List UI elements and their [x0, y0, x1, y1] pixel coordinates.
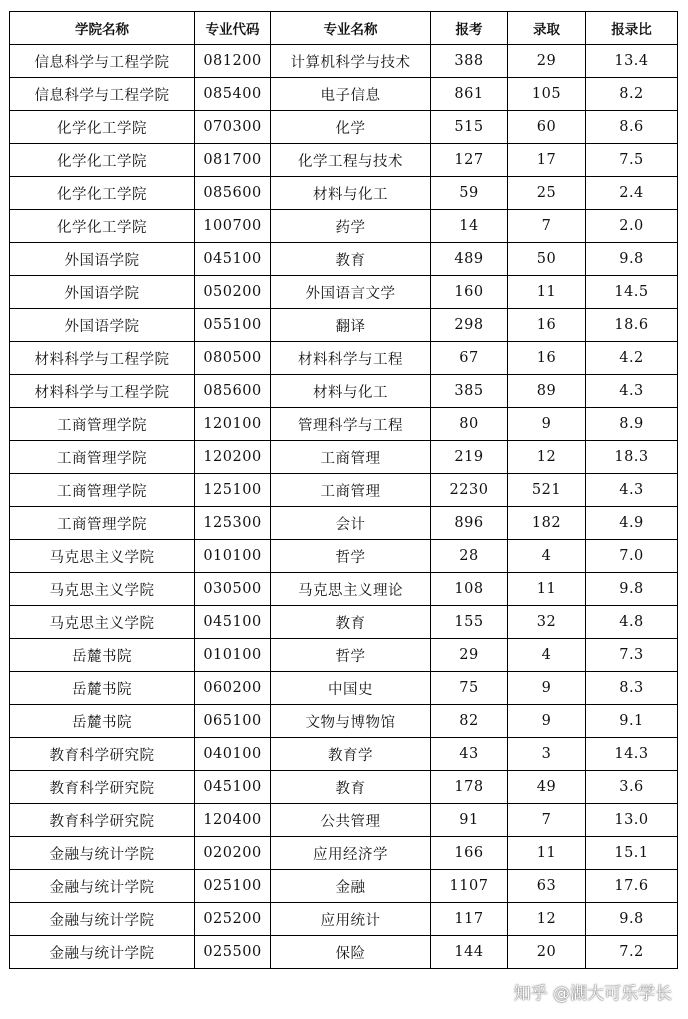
cell-college: 金融与统计学院 [10, 837, 195, 870]
cell-admitted: 7 [508, 210, 586, 243]
header-admitted: 录取 [508, 12, 586, 45]
header-applicants: 报考 [431, 12, 508, 45]
cell-ratio: 18.6 [586, 309, 678, 342]
cell-major-name: 化学 [271, 111, 431, 144]
cell-major-code: 060200 [195, 672, 271, 705]
cell-applicants: 144 [431, 936, 508, 969]
cell-college: 工商管理学院 [10, 474, 195, 507]
cell-ratio: 8.9 [586, 408, 678, 441]
cell-ratio: 2.0 [586, 210, 678, 243]
cell-applicants: 388 [431, 45, 508, 78]
cell-applicants: 29 [431, 639, 508, 672]
cell-college: 工商管理学院 [10, 507, 195, 540]
cell-major-code: 045100 [195, 243, 271, 276]
cell-college: 金融与统计学院 [10, 936, 195, 969]
table-header-row [10, 12, 678, 45]
cell-ratio: 9.8 [586, 903, 678, 936]
cell-college: 教育科学研究院 [10, 771, 195, 804]
cell-admitted: 4 [508, 639, 586, 672]
cell-major-name: 电子信息 [271, 78, 431, 111]
header-major-name: 专业名称 [271, 12, 431, 45]
table-row [10, 78, 678, 111]
cell-major-code: 100700 [195, 210, 271, 243]
cell-admitted: 9 [508, 672, 586, 705]
cell-college: 化学化工学院 [10, 111, 195, 144]
cell-major-name: 保险 [271, 936, 431, 969]
cell-admitted: 16 [508, 309, 586, 342]
cell-applicants: 2230 [431, 474, 508, 507]
table-row [10, 375, 678, 408]
cell-college: 化学化工学院 [10, 210, 195, 243]
cell-applicants: 385 [431, 375, 508, 408]
cell-major-code: 020200 [195, 837, 271, 870]
cell-major-code: 050200 [195, 276, 271, 309]
cell-major-code: 085400 [195, 78, 271, 111]
cell-applicants: 219 [431, 441, 508, 474]
cell-college: 金融与统计学院 [10, 903, 195, 936]
cell-major-name: 应用统计 [271, 903, 431, 936]
cell-ratio: 8.2 [586, 78, 678, 111]
cell-ratio: 14.3 [586, 738, 678, 771]
cell-major-name: 教育学 [271, 738, 431, 771]
cell-applicants: 82 [431, 705, 508, 738]
cell-major-code: 085600 [195, 375, 271, 408]
cell-major-code: 010100 [195, 639, 271, 672]
cell-college: 外国语学院 [10, 309, 195, 342]
cell-major-code: 025100 [195, 870, 271, 903]
cell-major-code: 070300 [195, 111, 271, 144]
cell-major-name: 教育 [271, 771, 431, 804]
cell-ratio: 2.4 [586, 177, 678, 210]
cell-major-name: 药学 [271, 210, 431, 243]
cell-applicants: 178 [431, 771, 508, 804]
cell-applicants: 298 [431, 309, 508, 342]
table-row [10, 210, 678, 243]
cell-ratio: 9.8 [586, 243, 678, 276]
cell-major-name: 材料与化工 [271, 177, 431, 210]
cell-major-name: 计算机科学与技术 [271, 45, 431, 78]
cell-applicants: 80 [431, 408, 508, 441]
cell-major-code: 045100 [195, 771, 271, 804]
cell-applicants: 67 [431, 342, 508, 375]
table-row [10, 870, 678, 903]
table-row [10, 45, 678, 78]
cell-major-name: 教育 [271, 243, 431, 276]
cell-college: 马克思主义学院 [10, 606, 195, 639]
cell-admitted: 3 [508, 738, 586, 771]
cell-college: 信息科学与工程学院 [10, 78, 195, 111]
cell-college: 岳麓书院 [10, 705, 195, 738]
cell-college: 岳麓书院 [10, 672, 195, 705]
cell-admitted: 25 [508, 177, 586, 210]
cell-major-code: 120400 [195, 804, 271, 837]
cell-ratio: 4.3 [586, 474, 678, 507]
cell-ratio: 4.9 [586, 507, 678, 540]
cell-major-name: 材料科学与工程 [271, 342, 431, 375]
cell-college: 马克思主义学院 [10, 540, 195, 573]
cell-major-name: 化学工程与技术 [271, 144, 431, 177]
cell-applicants: 896 [431, 507, 508, 540]
table-row [10, 441, 678, 474]
cell-applicants: 515 [431, 111, 508, 144]
cell-applicants: 155 [431, 606, 508, 639]
cell-major-code: 085600 [195, 177, 271, 210]
table-row [10, 573, 678, 606]
cell-major-name: 教育 [271, 606, 431, 639]
cell-major-code: 025200 [195, 903, 271, 936]
cell-major-name: 管理科学与工程 [271, 408, 431, 441]
admission-ratio-table [9, 11, 678, 969]
header-major-code: 专业代码 [195, 12, 271, 45]
cell-college: 金融与统计学院 [10, 870, 195, 903]
cell-major-code: 081200 [195, 45, 271, 78]
cell-major-name: 翻译 [271, 309, 431, 342]
cell-admitted: 20 [508, 936, 586, 969]
cell-ratio: 17.6 [586, 870, 678, 903]
cell-admitted: 50 [508, 243, 586, 276]
cell-college: 外国语学院 [10, 243, 195, 276]
cell-college: 工商管理学院 [10, 408, 195, 441]
cell-admitted: 182 [508, 507, 586, 540]
cell-applicants: 14 [431, 210, 508, 243]
cell-admitted: 9 [508, 408, 586, 441]
cell-admitted: 89 [508, 375, 586, 408]
cell-admitted: 12 [508, 441, 586, 474]
cell-college: 工商管理学院 [10, 441, 195, 474]
cell-major-name: 公共管理 [271, 804, 431, 837]
cell-admitted: 49 [508, 771, 586, 804]
cell-applicants: 28 [431, 540, 508, 573]
table-row [10, 111, 678, 144]
cell-ratio: 3.6 [586, 771, 678, 804]
cell-college: 化学化工学院 [10, 177, 195, 210]
table-row [10, 903, 678, 936]
cell-major-name: 哲学 [271, 540, 431, 573]
cell-applicants: 160 [431, 276, 508, 309]
cell-ratio: 13.0 [586, 804, 678, 837]
cell-admitted: 16 [508, 342, 586, 375]
table-row [10, 771, 678, 804]
cell-admitted: 4 [508, 540, 586, 573]
cell-major-code: 081700 [195, 144, 271, 177]
cell-admitted: 60 [508, 111, 586, 144]
cell-ratio: 13.4 [586, 45, 678, 78]
table-row [10, 672, 678, 705]
cell-college: 化学化工学院 [10, 144, 195, 177]
cell-ratio: 8.3 [586, 672, 678, 705]
cell-major-name: 工商管理 [271, 474, 431, 507]
cell-admitted: 11 [508, 573, 586, 606]
header-ratio: 报录比 [586, 12, 678, 45]
cell-major-name: 文物与博物馆 [271, 705, 431, 738]
cell-admitted: 32 [508, 606, 586, 639]
cell-major-code: 010100 [195, 540, 271, 573]
cell-admitted: 7 [508, 804, 586, 837]
cell-applicants: 59 [431, 177, 508, 210]
cell-admitted: 11 [508, 276, 586, 309]
cell-applicants: 1107 [431, 870, 508, 903]
cell-major-name: 应用经济学 [271, 837, 431, 870]
zhihu-watermark: 知乎 @湖大可乐学长 [513, 984, 672, 1004]
table-row [10, 408, 678, 441]
cell-major-name: 中国史 [271, 672, 431, 705]
cell-applicants: 166 [431, 837, 508, 870]
cell-college: 信息科学与工程学院 [10, 45, 195, 78]
cell-major-name: 材料与化工 [271, 375, 431, 408]
cell-major-code: 065100 [195, 705, 271, 738]
cell-applicants: 861 [431, 78, 508, 111]
cell-major-name: 马克思主义理论 [271, 573, 431, 606]
table-row [10, 936, 678, 969]
cell-major-code: 040100 [195, 738, 271, 771]
table-row [10, 507, 678, 540]
cell-college: 教育科学研究院 [10, 738, 195, 771]
table-row [10, 474, 678, 507]
table-row [10, 705, 678, 738]
cell-college: 马克思主义学院 [10, 573, 195, 606]
table-row [10, 177, 678, 210]
cell-major-code: 125300 [195, 507, 271, 540]
cell-ratio: 9.8 [586, 573, 678, 606]
cell-applicants: 91 [431, 804, 508, 837]
admission-table-container [9, 11, 678, 969]
table-row [10, 606, 678, 639]
cell-applicants: 75 [431, 672, 508, 705]
table-row [10, 276, 678, 309]
cell-admitted: 29 [508, 45, 586, 78]
table-row [10, 342, 678, 375]
cell-admitted: 17 [508, 144, 586, 177]
table-row [10, 309, 678, 342]
cell-college: 材料科学与工程学院 [10, 342, 195, 375]
cell-major-code: 045100 [195, 606, 271, 639]
table-row [10, 243, 678, 276]
cell-admitted: 105 [508, 78, 586, 111]
cell-college: 材料科学与工程学院 [10, 375, 195, 408]
cell-admitted: 12 [508, 903, 586, 936]
cell-ratio: 18.3 [586, 441, 678, 474]
cell-ratio: 4.8 [586, 606, 678, 639]
cell-major-code: 030500 [195, 573, 271, 606]
cell-major-name: 外国语言文学 [271, 276, 431, 309]
table-row [10, 639, 678, 672]
cell-major-code: 080500 [195, 342, 271, 375]
table-row [10, 738, 678, 771]
cell-applicants: 108 [431, 573, 508, 606]
cell-ratio: 14.5 [586, 276, 678, 309]
header-college: 学院名称 [10, 12, 195, 45]
cell-major-name: 哲学 [271, 639, 431, 672]
cell-applicants: 117 [431, 903, 508, 936]
cell-major-code: 125100 [195, 474, 271, 507]
cell-major-code: 025500 [195, 936, 271, 969]
table-body [10, 45, 678, 969]
cell-major-code: 055100 [195, 309, 271, 342]
cell-ratio: 7.2 [586, 936, 678, 969]
cell-ratio: 8.6 [586, 111, 678, 144]
cell-college: 外国语学院 [10, 276, 195, 309]
cell-ratio: 7.0 [586, 540, 678, 573]
table-row [10, 837, 678, 870]
cell-major-code: 120200 [195, 441, 271, 474]
table-row [10, 144, 678, 177]
cell-applicants: 43 [431, 738, 508, 771]
cell-applicants: 127 [431, 144, 508, 177]
cell-ratio: 4.3 [586, 375, 678, 408]
cell-applicants: 489 [431, 243, 508, 276]
cell-admitted: 521 [508, 474, 586, 507]
cell-major-name: 工商管理 [271, 441, 431, 474]
cell-college: 岳麓书院 [10, 639, 195, 672]
cell-admitted: 63 [508, 870, 586, 903]
cell-major-name: 会计 [271, 507, 431, 540]
cell-major-name: 金融 [271, 870, 431, 903]
cell-ratio: 7.5 [586, 144, 678, 177]
cell-ratio: 15.1 [586, 837, 678, 870]
cell-admitted: 9 [508, 705, 586, 738]
cell-ratio: 4.2 [586, 342, 678, 375]
cell-major-code: 120100 [195, 408, 271, 441]
cell-ratio: 7.3 [586, 639, 678, 672]
cell-admitted: 11 [508, 837, 586, 870]
table-row [10, 540, 678, 573]
table-row [10, 804, 678, 837]
cell-ratio: 9.1 [586, 705, 678, 738]
cell-college: 教育科学研究院 [10, 804, 195, 837]
